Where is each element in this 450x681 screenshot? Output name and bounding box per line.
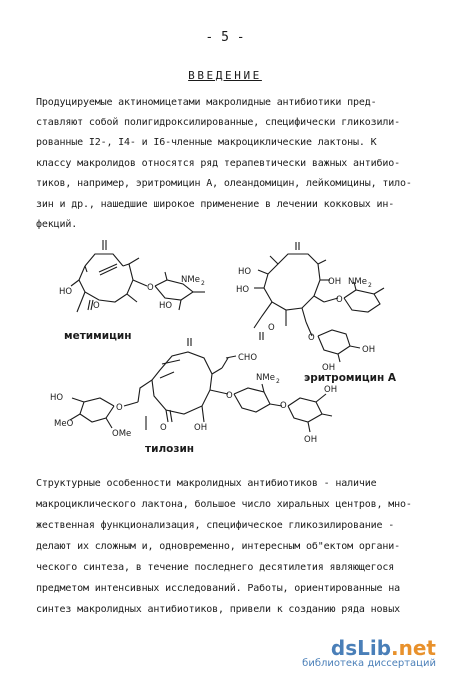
svg-text:NMe: NMe <box>181 275 200 285</box>
svg-text:2: 2 <box>201 280 205 287</box>
svg-text:O: O <box>116 403 123 413</box>
svg-text:OH: OH <box>324 385 338 395</box>
svg-text:OH: OH <box>304 435 318 445</box>
dslib-logo: dsLib.net <box>330 636 436 660</box>
svg-text:OH: OH <box>328 277 342 287</box>
paragraph-1-line: тиков, например, эритромицин А, олеандомицин, лейкомицины, тило- <box>36 178 412 189</box>
erythromycin-label: эритромицин А <box>304 372 397 384</box>
svg-text:NMe: NMe <box>348 277 367 287</box>
dslib-tagline: библиотека диссертаций <box>302 658 436 669</box>
svg-text:OMe: OMe <box>112 429 132 439</box>
paragraph-1-line: классу макролидов относятся ряд терапевтически важных антибио- <box>36 158 400 169</box>
svg-text:HO: HO <box>59 287 73 297</box>
svg-text:OH: OH <box>322 363 336 373</box>
tylosin-structure <box>42 336 342 446</box>
svg-text:O: O <box>226 391 233 401</box>
svg-text:2: 2 <box>276 378 280 385</box>
paragraph-2-line: делают их сложным и, одновременно, интересным об"ектом органи- <box>36 541 400 552</box>
paragraph-2-line: Структурные особенности макролидных антибиотиков - наличие <box>36 478 377 489</box>
page-number: - 5 - <box>205 30 245 45</box>
methymycin-label: метимицин <box>64 330 132 342</box>
paragraph-1-line: ставляют собой полигидроксилированные, специфически гликозили- <box>36 117 400 128</box>
svg-text:OH: OH <box>362 345 376 355</box>
svg-text:HO: HO <box>50 393 64 403</box>
svg-text:HO: HO <box>159 301 173 311</box>
tylosin-label: тилозин <box>145 443 195 455</box>
svg-text:O: O <box>336 295 343 305</box>
paragraph-1-line: Продуцируемые актиномицетами макролидные антибиотики пред- <box>36 97 377 108</box>
paragraph-2-line: ческого синтеза, в течение последнего десятилетия являющегося <box>36 562 395 573</box>
paragraph-2-line: макроциклического лактона, большое число хиральных центров, мно- <box>36 499 412 510</box>
svg-text:CHO: CHO <box>238 353 258 363</box>
paragraph-1-line: рованные I2-, I4- и I6-членные макроциклические лактоны. К <box>36 137 377 148</box>
svg-text:O: O <box>280 401 287 411</box>
svg-text:NMe: NMe <box>256 373 275 383</box>
svg-text:O: O <box>160 423 167 433</box>
section-heading: ВВЕДЕНИЕ <box>188 69 262 82</box>
dslib-watermark <box>302 636 436 669</box>
paragraph-2-line: синтез макролидных антибиотиков, привели к созданию ряда новых <box>36 604 400 615</box>
svg-text:MeO: MeO <box>54 419 74 429</box>
paragraph-2-line: жественная функционализация, специфическое гликозилирование - <box>36 520 395 531</box>
svg-text:HO: HO <box>236 285 250 295</box>
methymycin-structure <box>55 236 225 336</box>
svg-text:O: O <box>93 301 100 311</box>
svg-text:O: O <box>268 323 275 333</box>
paragraph-1-line: зин и др., нашедшие широкое применение в лечении кокковых ин- <box>36 199 395 210</box>
paragraph-2-line: предметом интенсивных исследований. Работы, ориентированные на <box>36 583 400 594</box>
svg-text:OH: OH <box>194 423 208 433</box>
svg-text:O: O <box>147 283 154 293</box>
svg-text:O: O <box>308 333 315 343</box>
svg-text:HO: HO <box>238 267 252 277</box>
paragraph-1-line: фекций. <box>36 219 78 230</box>
svg-text:2: 2 <box>368 282 372 289</box>
